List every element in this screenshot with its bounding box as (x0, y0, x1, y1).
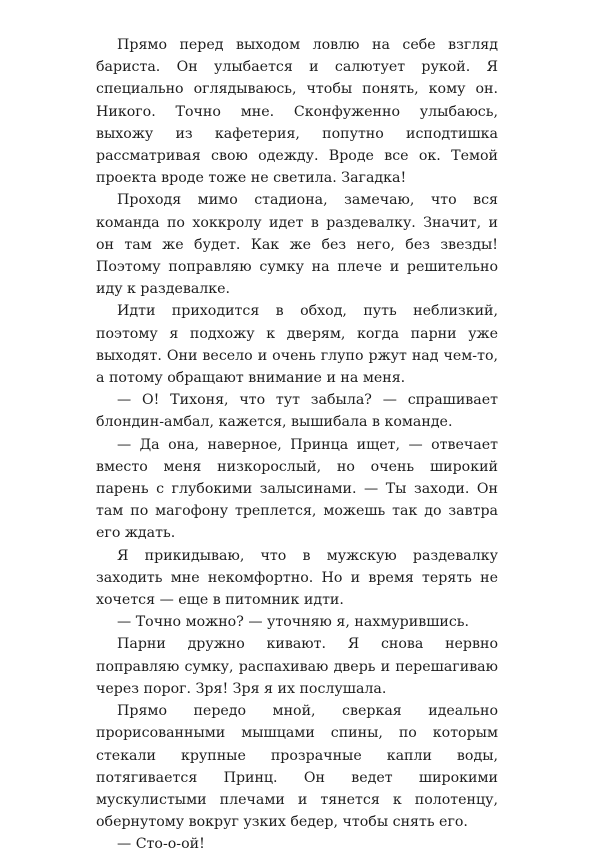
paragraph-6: Я прикидываю, что в мужскую раздевалку заходить мне некомфортно. Но и время терять не хочется — еще в питомник идти. (96, 547, 498, 609)
paragraph-1: Прямо перед выходом ловлю на себе взгляд бариста. Он улыбается и салютует рукой. Я специально оглядываюсь, чтобы понять, кому он. Никого. Точно мне. Сконфуженно улыбаюсь, выхожу из кафетерия, попутно исподтишка рассматривая свою одежду. Вроде все ок. Темой проекта вроде тоже не светила. Загадка! (96, 37, 498, 187)
paragraph-2: Проходя мимо стадиона, замечаю, что вся команда по хоккролу идет в раздевалку. Значит, и он там же будет. Как же без него, без звезды! Поэтому поправляю сумку на плече и решительно иду к раздевалке. (96, 192, 498, 298)
paragraph-4: — О! Тихоня, что тут забыла? — спрашивает блондин-амбал, кажется, вышибала в команде. (96, 392, 498, 431)
paragraph-9: Прямо передо мной, сверкая идеально прорисованными мышцами спины, по которым стекали крупные прозрачные капли воды, потягивается Принц. Он ведет широкими мускулистыми плечами и тянется к полотенцу, обернутому вокруг узких бедер, чтобы снять его. (96, 703, 498, 831)
paragraph-10: — Сто-о-ой! (117, 836, 205, 853)
page-body-text (96, 34, 498, 856)
paragraph-3: Идти приходится в обход, путь неблизкий, поэтому я подхожу к дверям, когда парни уже выходят. Они весело и очень глупо ржут над чем-то, а потому обращают внимание и на меня. (96, 303, 498, 387)
paragraph-5: — Да она, наверное, Принца ищет, — отвечает вместо меня низкорослый, но очень широкий парень с глубокими залысинами. — Ты заходи. Он там по магофону треплется, можешь так до завтра его ждать. (96, 436, 498, 542)
paragraph-7: — Точно можно? — уточняю я, нахмурившись. (117, 614, 470, 631)
paragraph-8: Парни дружно кивают. Я снова нервно поправляю сумку, распахиваю дверь и перешагиваю через порог. Зря! Зря я их послушала. (96, 636, 498, 697)
